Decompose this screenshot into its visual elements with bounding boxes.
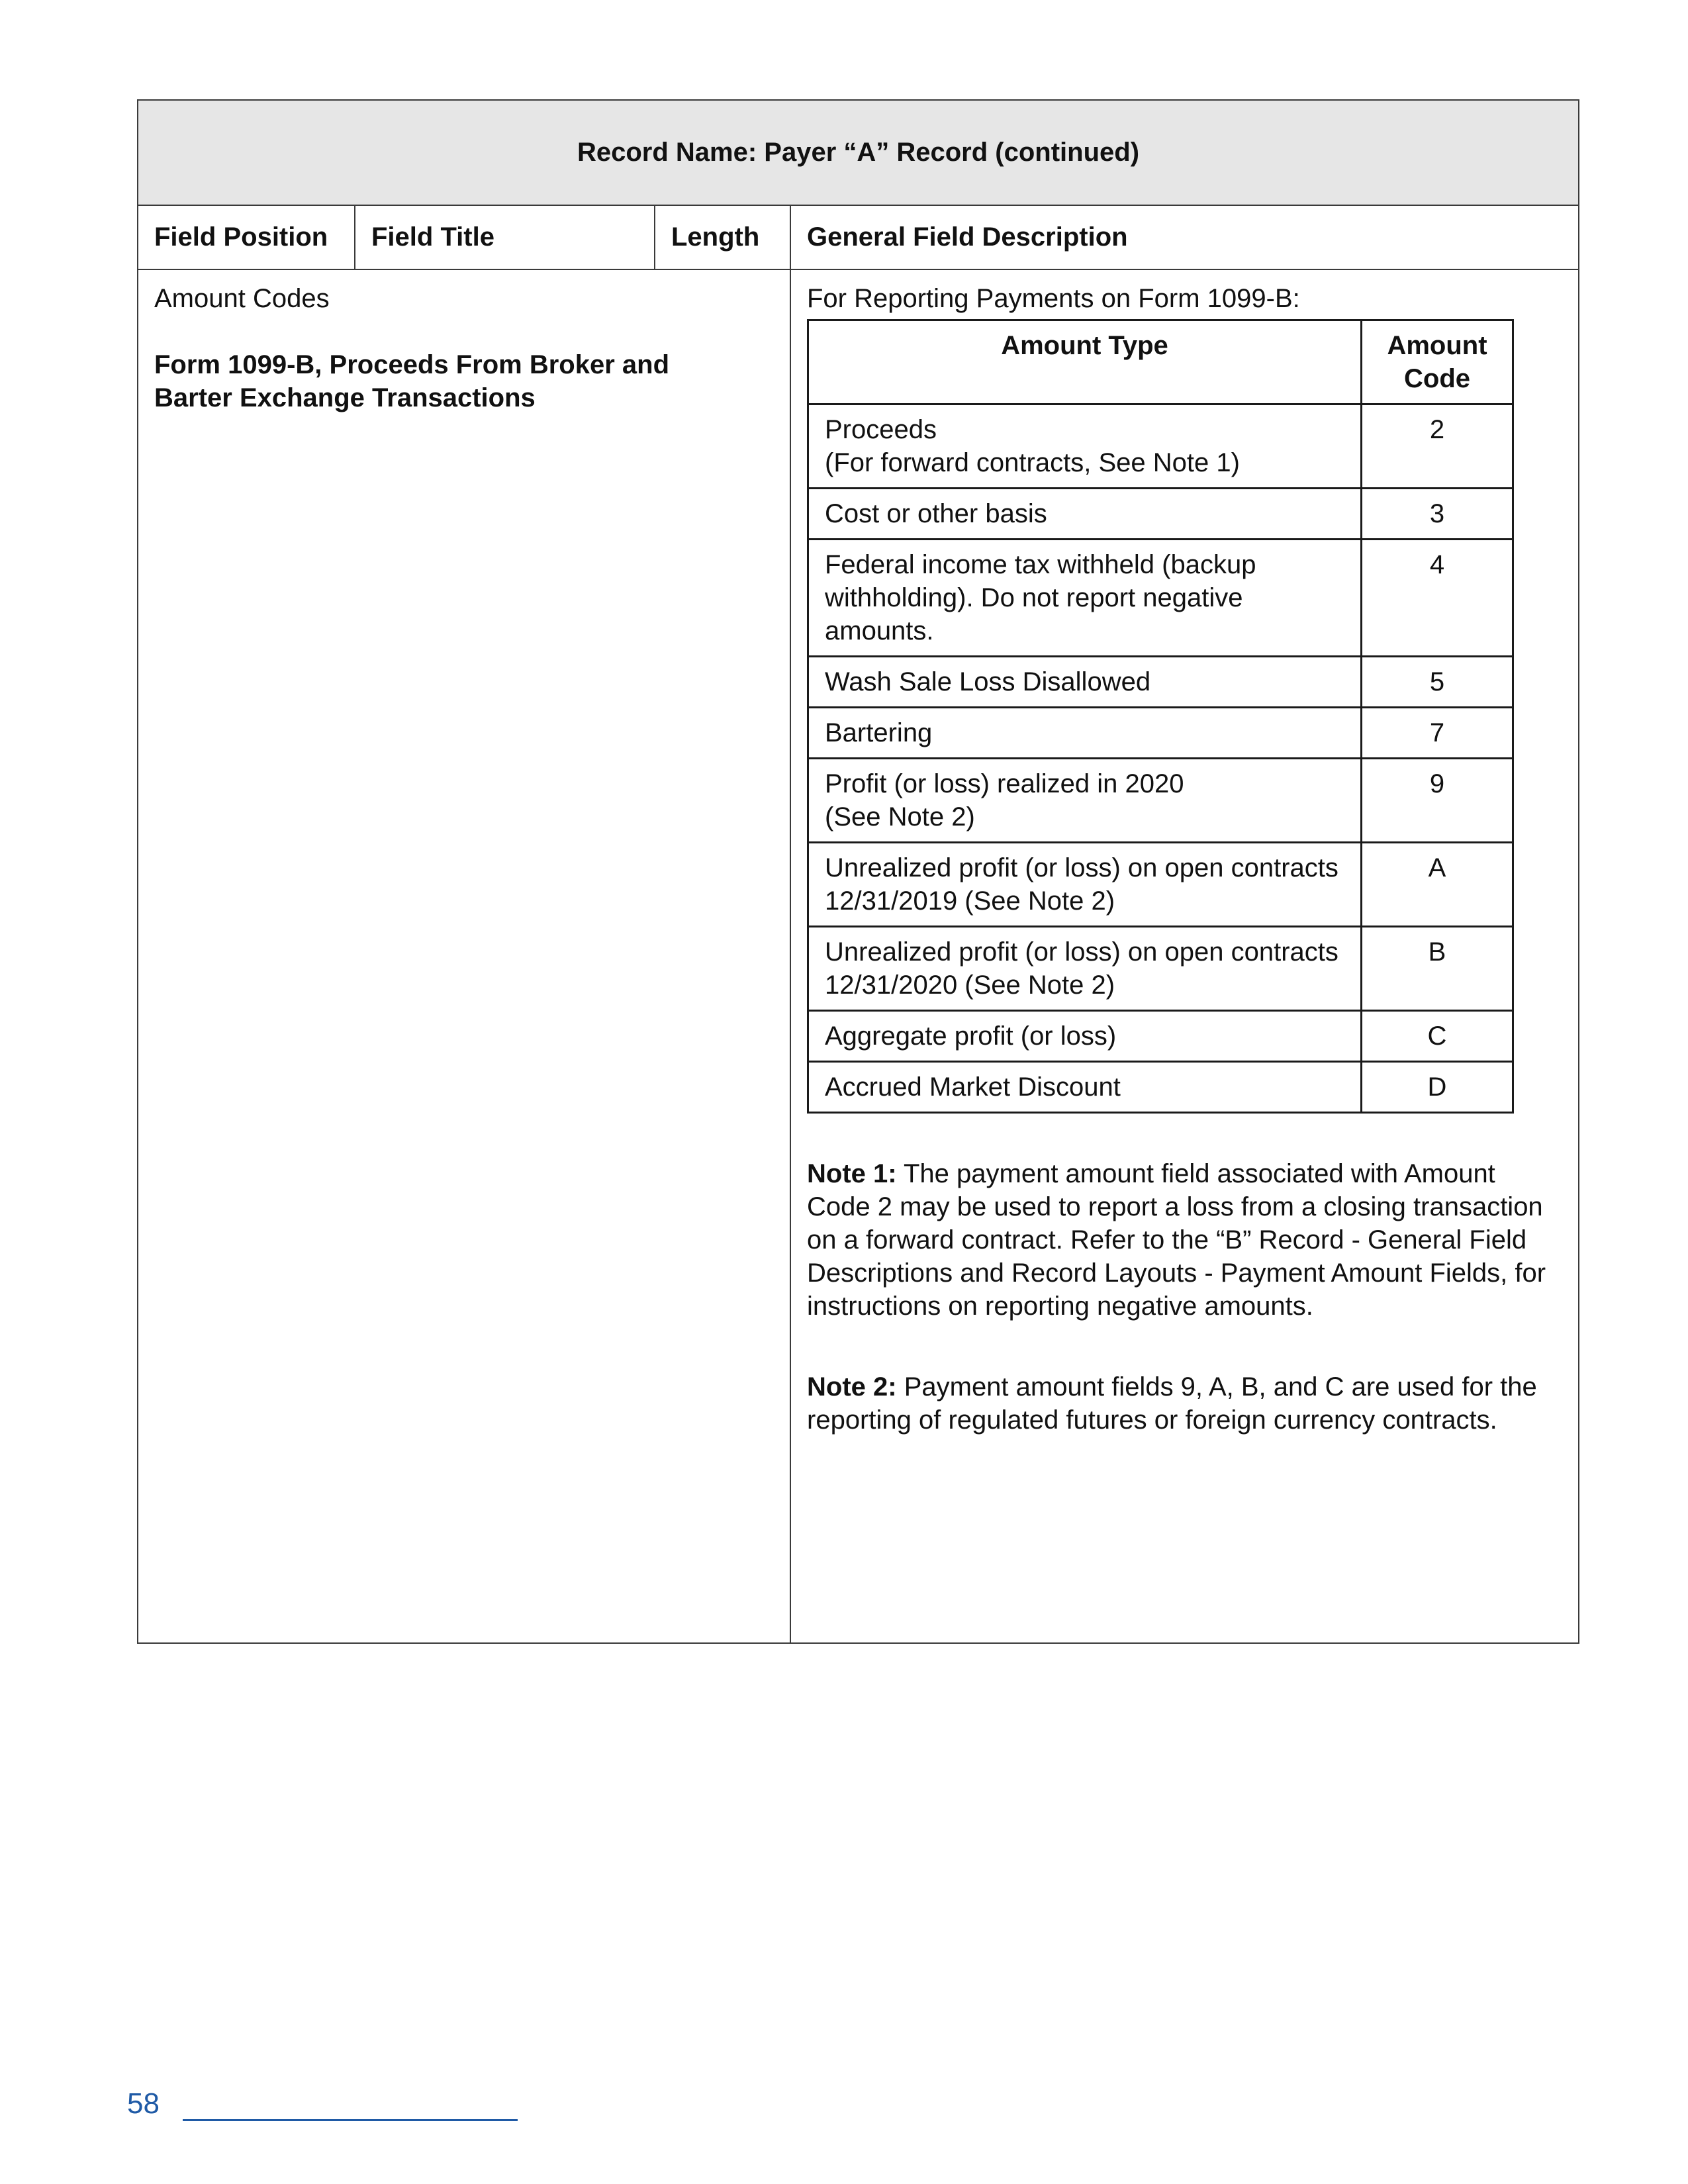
table-row (808, 657, 1513, 708)
note-1-text: The payment amount field associated with Amount Code 2 may be used to report a loss from a closing transaction on a forward contract. Refer to the “B” Record - General Field Descriptions and Record Layouts - Payment Amount Fields, for instructions on reporting negative amounts. (807, 1159, 1546, 1321)
amount-type: Wash Sale Loss Disallowed (808, 657, 1362, 708)
form-name-line2: Barter Exchange Transactions (154, 383, 536, 412)
table-row (808, 489, 1513, 540)
amount-type: Unrealized profit (or loss) on open contracts 12/31/2019 (See Note 2) (808, 843, 1362, 927)
table-row (808, 404, 1513, 489)
amount-code-table (807, 319, 1514, 1114)
amount-code: 4 (1362, 540, 1513, 657)
amount-codes-label: Amount Codes (154, 284, 330, 313)
table-row (808, 708, 1513, 759)
amount-type-line1: Proceeds (825, 415, 937, 444)
table-row (808, 540, 1513, 657)
amount-code-header-line2: Code (1404, 364, 1470, 393)
table-row (808, 843, 1513, 927)
table-row (808, 1062, 1513, 1113)
footer-rule (183, 2119, 518, 2121)
table-row (808, 1011, 1513, 1062)
amount-code-header (1362, 320, 1513, 404)
note-2-text: Payment amount fields 9, A, B, and C are used for the reporting of regulated futures or foreign currency contracts. (807, 1372, 1537, 1435)
amount-type: Aggregate profit (or loss) (808, 1011, 1362, 1062)
column-header-field-position: Field Position (138, 205, 355, 269)
note-1-label: Note 1: (807, 1159, 897, 1188)
form-name (154, 348, 774, 414)
note-1 (807, 1157, 1562, 1323)
description-cell (790, 269, 1579, 1643)
amount-code: 2 (1362, 404, 1513, 489)
amount-code: B (1362, 927, 1513, 1011)
amount-type-line1: Federal income tax withheld (backup withholding). Do not report negative amounts. (825, 550, 1256, 645)
amount-type: Accrued Market Discount (808, 1062, 1362, 1113)
amount-type: Unrealized profit (or loss) on open contracts 12/31/2020 (See Note 2) (808, 927, 1362, 1011)
amount-type (808, 540, 1362, 657)
amount-type: Bartering (808, 708, 1362, 759)
form-name-line1: Form 1099-B, Proceeds From Broker and (154, 350, 670, 379)
amount-code: C (1362, 1011, 1513, 1062)
amount-code: 9 (1362, 759, 1513, 843)
amount-code: A (1362, 843, 1513, 927)
amount-type-header: Amount Type (808, 320, 1362, 404)
amount-code-header-line1: Amount (1387, 331, 1487, 360)
page-number: 58 (127, 2087, 160, 2120)
table-row (808, 927, 1513, 1011)
column-header-field-title: Field Title (355, 205, 655, 269)
amount-code: D (1362, 1062, 1513, 1113)
note-2 (807, 1370, 1562, 1437)
record-title: Record Name: Payer “A” Record (continued) (138, 100, 1579, 205)
amount-code: 7 (1362, 708, 1513, 759)
column-header-length: Length (655, 205, 790, 269)
amount-type-line2: (For forward contracts, See Note 1) (825, 448, 1240, 477)
amount-code: 3 (1362, 489, 1513, 540)
amount-type-line2: (See Note 2) (825, 802, 975, 831)
table-row (808, 759, 1513, 843)
amount-type (808, 404, 1362, 489)
note-2-label: Note 2: (807, 1372, 897, 1401)
amount-type (808, 759, 1362, 843)
amount-codes-cell (138, 269, 790, 1643)
amount-type-line1: Profit (or loss) realized in 2020 (825, 769, 1184, 798)
record-layout-table (137, 99, 1579, 1644)
amount-code: 5 (1362, 657, 1513, 708)
amount-type: Cost or other basis (808, 489, 1362, 540)
column-header-description: General Field Description (790, 205, 1579, 269)
intro-text: For Reporting Payments on Form 1099-B: (807, 284, 1300, 313)
